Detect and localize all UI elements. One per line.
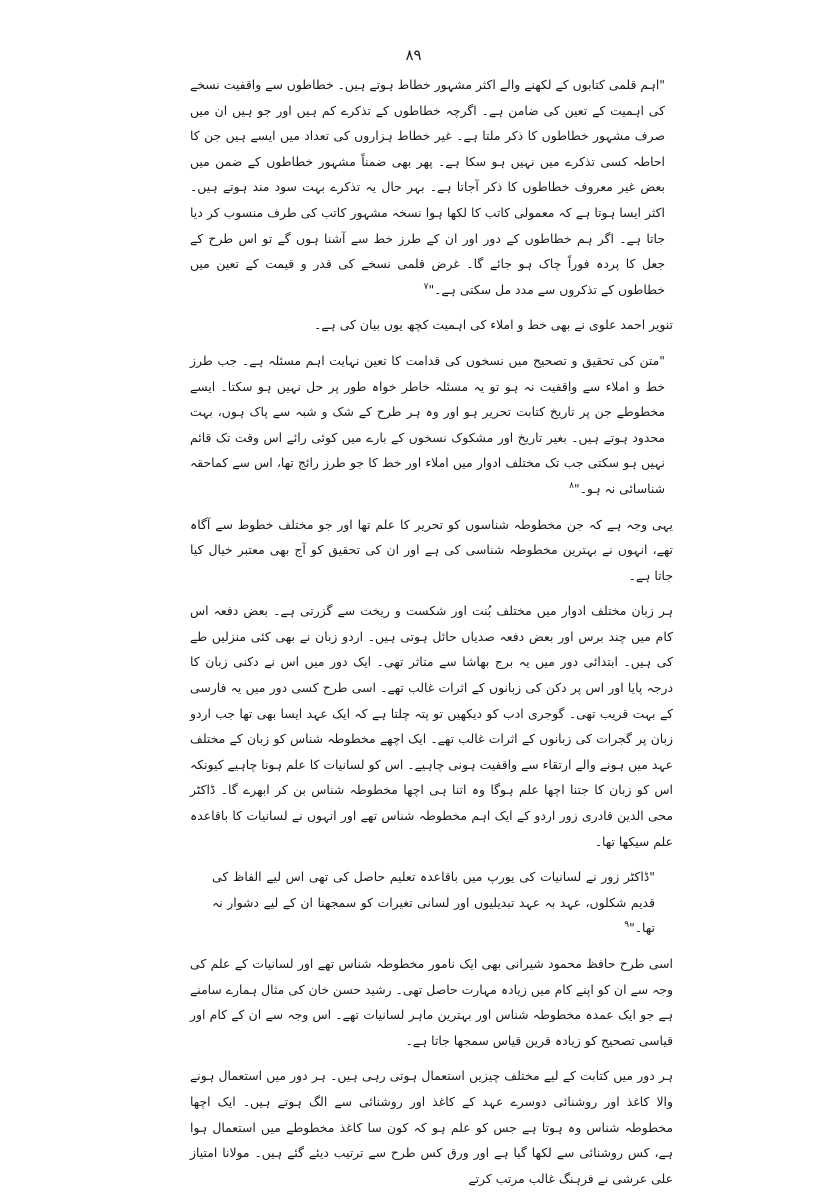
footnote-marker: ۷ (423, 281, 429, 292)
page-number: ۸۹ (405, 46, 422, 64)
paragraph-text: "ڈاکٹر زور نے لسانیات کی یورپ میں باقاعدہ تعلیم حاصل کی تھی اس لیے الفاظ کی قدیم شکلوں، عہد بہ عہد تبدیلیوں اور لسانی تغیرات کو سمجھنا ان کے لیے دشوار نہ تھا۔" (212, 869, 655, 936)
page-body (190, 72, 673, 1201)
paragraph-manuscript-experts (190, 512, 673, 589)
paragraph-quote-calligraphers (190, 72, 673, 302)
paragraph-text: تنویر احمد علوی نے بھی خط و املاء کی اہمیت کچھ یوں بیان کی ہے۔ (313, 317, 673, 333)
paragraph-text: اسی طرح حافظ محمود شیرانی بھی ایک نامور مخطوطہ شناس تھے اور لسانیات کے علم کی وجہ سے ان کو اپنے کام میں زیادہ مہارت حاصل تھی۔ رشید حسن خان کی مثال ہمارے سامنے ہے جو ایک عمدہ مخطوطہ شناس اور بہترین ماہر لسانیات تھے۔ اس وجہ سے ان کے کام اور قیاسی تصحیح کو زیادہ قرین قیاس سمجھا جاتا ہے۔ (190, 956, 673, 1048)
paragraph-intro-alvi (190, 312, 673, 338)
paragraph-text: ہر زبان مختلف ادوار میں مختلف بُنت اور شکست و ریخت سے گزرتی ہے۔ بعض دفعہ اس کام میں چند برس اور بعض دفعہ صدیاں حائل ہوتی ہیں۔ اردو زبان نے بھی کئی منزلیں طے کی ہیں۔ ابتدائی دور میں یہ برج بھاشا سے متاثر تھی۔ ایک دور میں اس نے دکنی زبان کا درجہ پایا اور اس پر دکن کی زبانوں کے اثرات غالب تھے۔ اسی طرح کسی دور میں یہ فارسی کے بہت قریب تھی۔ گوجری ادب کو دیکھیں تو پتہ چلتا ہے کہ ایک عہد ایسا بھی تھا جب اردو زبان پر گجرات کی زبانوں کے اثرات غالب تھے۔ ایک اچھے مخطوطہ شناس کو زبان کے مختلف عہد میں ہونے والے ارتقاء سے واقفیت ہونی چاہیے۔ اس کو لسانیات کا علم ہونا چاہیے کیونکہ اس کو زبان کا جتنا اچھا علم ہوگا وہ اتنا ہی اچھا مخطوطہ شناس بن کر ابھرے گا۔ ڈاکٹر محی الدین قادری زور اردو کے ایک اہم مخطوطہ شناس تھے اور انہوں نے لسانیات کا باقاعدہ علم سیکھا تھا۔ (190, 603, 673, 849)
paragraph-quote-alvi (190, 348, 673, 502)
paragraph-paper-ink (190, 1063, 673, 1191)
paragraph-text: یہی وجہ ہے کہ جن مخطوطہ شناسوں کو تحریر کا علم تھا اور جو مختلف خطوط سے آگاہ تھے، انہوں نے بہترین مخطوطہ شناسی کی ہے اور ان کی تحقیق کو آج بھی معتبر خیال کیا جاتا ہے۔ (190, 516, 673, 583)
footnote-marker: ۸ (569, 480, 574, 491)
paragraph-text: "متن کی تحقیق و تصحیح میں نسخوں کی قدامت کا تعین نہایت اہم مسئلہ ہے۔ جب طرز خط و املاء سے واقفیت نہ ہو تو یہ مسئلہ خاطر خواہ طور پر حل نہیں ہو سکتا۔ ایسے مخطوطے جن پر تاریخ کتابت تحریر ہو اور وہ ہر طرح کے شک و شبہ سے پاک ہوں، بہت محدود ہوتے ہیں۔ بغیر تاریخ اور مشکوک نسخوں کے بارے میں کوئی رائے اس وقت تک قائم نہیں ہو سکتی جب تک مختلف ادوار میں املاء اور خط کا جو طرز رائج تھا، اس سے کماحقہ شناسائی نہ ہو۔" (190, 352, 665, 496)
paragraph-shirani-rasheed (190, 951, 673, 1053)
paragraph-text: "اہم قلمی کتابوں کے لکھنے والے اکثر مشہور خطاط ہوتے ہیں۔ خطاطوں سے واقفیت نسخے کی اہمیت کے تعین کی ضامن ہے۔ اگرچہ خطاطوں کے تذکرے کم ہیں اور جو ہیں ان میں صرف مشہور خطاطوں کا ذکر ملتا ہے۔ غیر خطاط ہزاروں کی تعداد میں ایسے ہیں جن کا احاطہ کسی تذکرے میں نہیں ہو سکا ہے۔ پھر بھی ضمناً مشہور خطاطوں کے ضمن میں بعض غیر معروف خطاطوں کا ذکر آجاتا ہے۔ بہر حال یہ تذکرے بہت سود مند ہوتے ہیں۔ اکثر ایسا ہوتا ہے کہ معمولی کاتب کا لکھا ہوا نسخہ مشہور کاتب کی طرف منسوب کر دیا جاتا ہے۔ اگر ہم خطاطوں کے دور اور ان کے طرز خط سے آشنا ہوں گے تو اس طرح کے جعل کا پردہ فوراً چاک ہو جائے گا۔ غرض قلمی نسخے کی قدر و قیمت کے تعین میں خطاطوں کے تذکروں سے مدد مل سکتی ہے۔" (190, 77, 665, 297)
footnote-marker: ۹ (624, 920, 630, 931)
paragraph-text: ہر دور میں کتابت کے لیے مختلف چیزیں استعمال ہوتی رہی ہیں۔ ہر دور میں استعمال ہونے والا کاغذ اور روشنائی دوسرے عہد کے کاغذ اور روشنائی سے الگ ہوتے ہیں۔ ایک اچھا مخطوطہ شناس وہ ہوتا ہے جس کو علم ہو کہ کون سا کاغذ مخطوطے میں استعمال ہوا ہے، کس روشنائی سے لکھا گیا ہے اور ورق کس طرح سے ترتیب دیئے گئے ہیں۔ مولانا امتیاز علی عرشی نے فرہنگ غالب مرتب کرتے (190, 1068, 673, 1186)
paragraph-quote-zor (190, 864, 673, 941)
paragraph-language-evolution (190, 598, 673, 854)
